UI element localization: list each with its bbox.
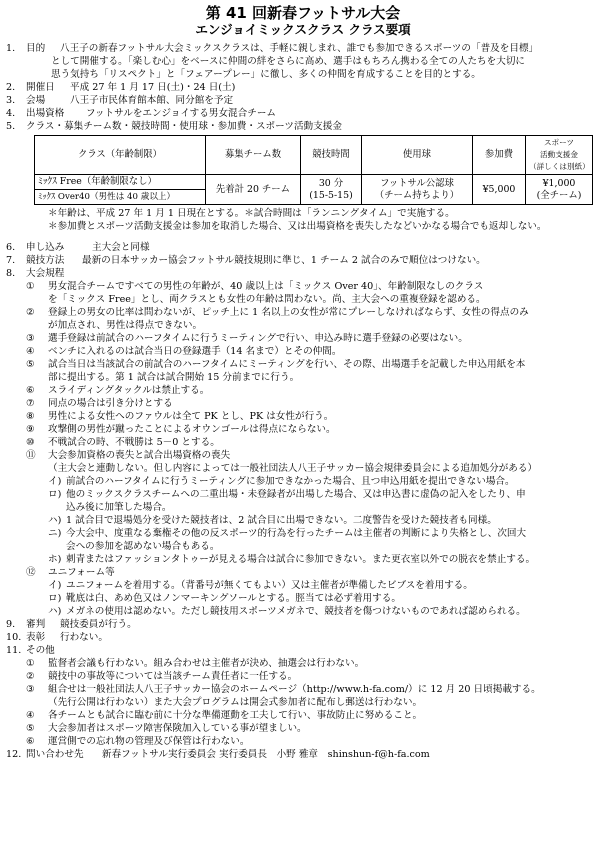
section-label: 問い合わせ先 — [26, 749, 84, 760]
document-body — [6, 42, 600, 761]
section-date — [6, 81, 600, 94]
section-text: クラス・募集チーム数・競技時間・使用球・参加費・スポーツ活動支援金 — [26, 121, 342, 132]
header-class: クラス（年齢制限） — [35, 136, 206, 175]
rule-text: 試合当日は当該試合の前試合のハーフタイムにミーティングを行い、その際、出場選手を記載した申込用紙を本 — [48, 359, 526, 370]
item-text: 各チームとも試合に臨む前に十分な準備運動を工夫して行い、事故防止に努めること。 — [48, 710, 423, 721]
item-text: 今大会中、度重なる棄権その他の反スポーツ的行為を行ったチームは主催者の判断により失格とし、次回大 — [66, 528, 527, 539]
rule-number: ⑥ — [26, 385, 35, 396]
section-number: 4. — [6, 108, 16, 119]
disqualification-item-cont — [6, 501, 600, 514]
section-number: 5. — [6, 121, 16, 132]
cell-support — [526, 175, 593, 205]
item-marker: ハ) — [48, 606, 62, 617]
item-text: 会への参加を認めない場合もある。 — [66, 541, 220, 552]
rule-text: ベンチに入れるのは試合当日の登録選手（14 名まで）とその仲間。 — [48, 346, 342, 357]
section-text-cont: 思う気持ち「リスペクト」と「フェアープレー」に徹し、多くの仲間を育成することを目的とする。 — [51, 69, 481, 80]
rule-text: （主大会と連動しない。但し内容によっては一般社団法人八王子サッカー協会規律委員会による追加処分がある） — [48, 463, 538, 474]
item-text: 込み後に加筆した場合。 — [66, 502, 172, 513]
item-marker: ハ) — [48, 515, 62, 526]
section-number: 7. — [6, 255, 16, 266]
rule-text: ユニフォーム等 — [48, 567, 115, 578]
section-number: 6. — [6, 242, 16, 253]
cell-support-line2: (全チーム) — [536, 189, 582, 201]
rule-number: ⑫ — [26, 567, 36, 578]
cell-class-over40: ﾐｯｸｽ Over40（男性は 40 歳以上） — [35, 190, 206, 205]
header-support-line2: 活動支援金 — [540, 150, 578, 159]
item-text: 1 試合目で退場処分を受けた競技者は、2 試合目に出場できない。二度警告を受けた競技者も同様。 — [66, 515, 497, 526]
cell-ball-line2: （チーム持ちより） — [374, 189, 460, 201]
section-text: 最新の日本サッカー協会フットサル競技規則に準じ、1 チーム 2 試合のみで順位はつけない。 — [82, 255, 486, 266]
rule-text: スライディングタックルは禁止する。 — [48, 385, 210, 396]
other-item — [6, 722, 600, 735]
rule-number: ⑨ — [26, 424, 35, 435]
section-number: 10. — [6, 632, 22, 643]
section-label: 会場 — [26, 95, 46, 106]
item-text: （先行公開は行わない）また大会プログラムは開会式参加者に配布し郵送は行わない。 — [48, 697, 423, 708]
item-number: ⑤ — [26, 723, 35, 734]
disqualification-item — [6, 488, 600, 501]
cell-class-free: ﾐｯｸｽ Free（年齢制限なし） — [35, 175, 206, 190]
cell-ball-line1: フットサル公認球 — [380, 177, 454, 189]
rule-item — [6, 384, 600, 397]
section-text: 八王子市民体育館本館、同分館を予定 — [70, 95, 234, 106]
section-purpose — [6, 42, 600, 55]
rule-text: 大会参加資格の喪失と試合出場資格の喪失 — [48, 450, 231, 461]
section-label: 審判 — [26, 619, 46, 630]
section-contact — [6, 748, 600, 761]
rule-number: ① — [26, 281, 35, 292]
rule-text: が加点され、男性は得点できない。 — [48, 320, 203, 331]
header-support-line1: スポーツ — [543, 138, 575, 147]
rule-text: 男女混合チームですべての男性の年齢が、40 歳以上は「ミックス Over 40」、年齢制限なしのクラス — [48, 281, 484, 292]
item-number: ⑥ — [26, 736, 35, 747]
cell-time-line1: 30 分 — [318, 177, 344, 189]
table-row — [35, 175, 593, 190]
rule-text: 登録上の男女の比率は問わないが、ピッチ上に 1 名以上の女性が常にプレーしなければならず、女性の得点のみ — [48, 307, 529, 318]
section-text: 主大会と同様 — [92, 242, 150, 253]
cell-support-line1: ¥1,000 — [542, 177, 576, 189]
rule-item — [6, 306, 600, 319]
section-text: 平成 27 年 1 月 17 日(土)・24 日(土) — [70, 82, 236, 93]
section-label: 申し込み — [26, 242, 65, 253]
rule-number: ④ — [26, 346, 35, 357]
note-age: ＊年齢は、平成 27 年 1 月 1 日現在とする。＊試合時間は「ランニングタイム」で実施する。 — [48, 208, 455, 219]
disqualification-item-cont — [6, 540, 600, 553]
section-number: 3. — [6, 95, 16, 106]
document-subtitle: エンジョイミックスクラス クラス要項 — [195, 22, 411, 37]
other-item — [6, 670, 600, 683]
rule-number: ③ — [26, 333, 35, 344]
item-number: ④ — [26, 710, 35, 721]
other-item — [6, 735, 600, 748]
section-number: 12. — [6, 749, 22, 760]
section-label: その他 — [26, 645, 55, 656]
item-marker: ロ) — [48, 489, 62, 500]
item-marker: ロ) — [48, 593, 62, 604]
section-method — [6, 254, 600, 267]
section-number: 9. — [6, 619, 16, 630]
other-item-cont — [6, 696, 600, 709]
section-label: 大会規程 — [26, 268, 65, 279]
item-marker: ホ) — [48, 554, 62, 565]
header-time: 競技時間 — [301, 136, 362, 175]
section-text: フットサルをエンジョイする男女混合チーム — [86, 108, 277, 119]
disqualification-item — [6, 514, 600, 527]
section-text: 行わない。 — [60, 632, 108, 643]
rule-text: 男性による女性へのファウルは全て PK とし、PK は女性が行う。 — [48, 411, 334, 422]
rule-number: ⑩ — [26, 437, 35, 448]
header-support — [526, 136, 593, 175]
cell-fee: ¥5,000 — [473, 175, 526, 205]
rule-item-cont — [6, 371, 600, 384]
item-text: 運営側での忘れ物の管理及び保管は行わない。 — [48, 736, 250, 747]
section-label: 競技方法 — [26, 255, 65, 266]
section-number: 11. — [6, 645, 22, 656]
rule-item — [6, 423, 600, 436]
rule-text: 選手登録は前試合のハーフタイムに行うミーティングで行い、申込み時に選手登録の必要はない。 — [48, 333, 468, 344]
rule-item — [6, 566, 600, 579]
section-number: 2. — [6, 82, 16, 93]
item-marker: ニ) — [48, 528, 62, 539]
section-venue — [6, 94, 600, 107]
item-text: 前試合のハーフタイムに行うミーティングに参加できなかった場合、且つ申込用紙を提出できない場合。 — [66, 476, 515, 487]
header-fee: 参加費 — [473, 136, 526, 175]
section-label: 目的 — [26, 43, 46, 54]
section-text: 競技委員が行う。 — [60, 619, 137, 630]
item-text: 刺青またはファッションタトゥーが見える場合は試合に参加できない。また更衣室以外での脱衣を禁止する。 — [66, 554, 536, 565]
item-text: メガネの使用は認めない。ただし競技用スポーツメガネで、競技者を傷つけないものであれば認められる。 — [66, 606, 526, 617]
rule-item — [6, 345, 600, 358]
rule-item — [6, 410, 600, 423]
item-text: 競技中の事故等については当該チーム責任者に一任する。 — [48, 671, 298, 682]
item-text: 大会参加者はスポーツ障害保険加入している事が望ましい。 — [48, 723, 307, 734]
section-referee — [6, 618, 600, 631]
disqualification-item — [6, 475, 600, 488]
rule-number: ⑪ — [26, 450, 36, 461]
item-number: ② — [26, 671, 35, 682]
section-awards — [6, 631, 600, 644]
section-eligibility — [6, 107, 600, 120]
uniform-item — [6, 579, 600, 592]
item-text: 組合せは一般社団法人八王子サッカー協会のホームページ（http://www.h-fa.com/）に 12 月 20 日頃掲載する。 — [48, 684, 541, 695]
table-header-row — [35, 136, 593, 175]
item-number: ③ — [26, 684, 35, 695]
rule-item — [6, 358, 600, 371]
rule-item-cont — [6, 293, 600, 306]
header-support-line3: （詳しくは別紙） — [529, 162, 590, 171]
item-text: 他のミックスクラスチームへの二重出場・未登録者が出場した場合、又は申込書に虚偽の記入をしたり、申 — [66, 489, 526, 500]
disqualification-item — [6, 527, 600, 540]
other-item — [6, 657, 600, 670]
header-ball: 使用球 — [362, 136, 473, 175]
item-text: ユニフォームを着用する。（背番号が無くてもよい）又は主催者が準備したビブスを着用する。 — [66, 580, 473, 591]
item-marker: イ) — [48, 476, 62, 487]
rule-text: 同点の場合は引き分けとする — [48, 398, 173, 409]
disqualification-item — [6, 553, 600, 566]
uniform-item — [6, 592, 600, 605]
cell-teams: 先着計 20 チーム — [206, 175, 301, 205]
rule-item — [6, 397, 600, 410]
rule-item — [6, 449, 600, 462]
section-text: 八王子の新春フットサル大会ミックスクラスは、手軽に親しまれ、誰でも参加できるスポーツの「普及を目標」 — [60, 43, 539, 54]
cell-ball — [362, 175, 473, 205]
rule-text: を「ミックス Free」とし、両クラスとも女性の年齢は問わない。尚、主大会への重複登録を認める。 — [48, 294, 486, 305]
rule-number: ⑧ — [26, 411, 35, 422]
section-number: 8. — [6, 268, 16, 279]
note-refund: ＊参加費とスポーツ活動支援金は参加を取消した場合、又は出場資格を喪失したなどいかなる場合でも返却しない。 — [48, 221, 547, 232]
section-label: 表彰 — [26, 632, 46, 643]
other-item — [6, 683, 600, 696]
section-label: 出場資格 — [26, 108, 65, 119]
section-other — [6, 644, 600, 657]
section-rules — [6, 267, 600, 280]
section-text: 新春フットサル実行委員会 実行委員長 小野 雅章 shinshun-f@h-fa.com — [102, 749, 430, 760]
item-text: 監督者会議も行わない。組み合わせは主催者が決め、抽選会は行わない。 — [48, 658, 365, 669]
spacer — [6, 233, 600, 241]
rule-number: ⑦ — [26, 398, 35, 409]
rule-item — [6, 280, 600, 293]
cell-time-line2: (15-5-15) — [309, 189, 353, 201]
document-title: 第 41 回新春フットサル大会 — [205, 4, 401, 22]
section-application — [6, 241, 600, 254]
rule-item-cont — [6, 319, 600, 332]
rule-number: ② — [26, 307, 35, 318]
class-table — [34, 135, 593, 205]
section-text-cont: として開催する。「楽しむ心」をベースに仲間の絆をさらに高め、選手はもちろん携わる全ての人たちを大切に — [51, 56, 526, 67]
rule-text: 部に提出する。第 1 試合は試合開始 15 分前までに行う。 — [48, 372, 300, 383]
rule-item — [6, 332, 600, 345]
section-class-info — [6, 120, 600, 133]
rule-text: 不戦試合の時、不戦勝は 5－0 とする。 — [48, 437, 220, 448]
rule-item-cont — [6, 462, 600, 475]
section-number: 1. — [6, 43, 16, 54]
header-teams: 募集チーム数 — [206, 136, 301, 175]
rule-item — [6, 436, 600, 449]
uniform-item — [6, 605, 600, 618]
other-item — [6, 709, 600, 722]
item-text: 靴底は白、あめ色又はノンマーキングソールとする。脛当ては必ず着用する。 — [66, 593, 401, 604]
item-number: ① — [26, 658, 35, 669]
cell-time — [301, 175, 362, 205]
rule-number: ⑤ — [26, 359, 35, 370]
item-marker: イ) — [48, 580, 62, 591]
rule-text: 攻撃側の男性が蹴ったことによるオウンゴールは得点にならない。 — [48, 424, 336, 435]
section-label: 開催日 — [26, 82, 55, 93]
